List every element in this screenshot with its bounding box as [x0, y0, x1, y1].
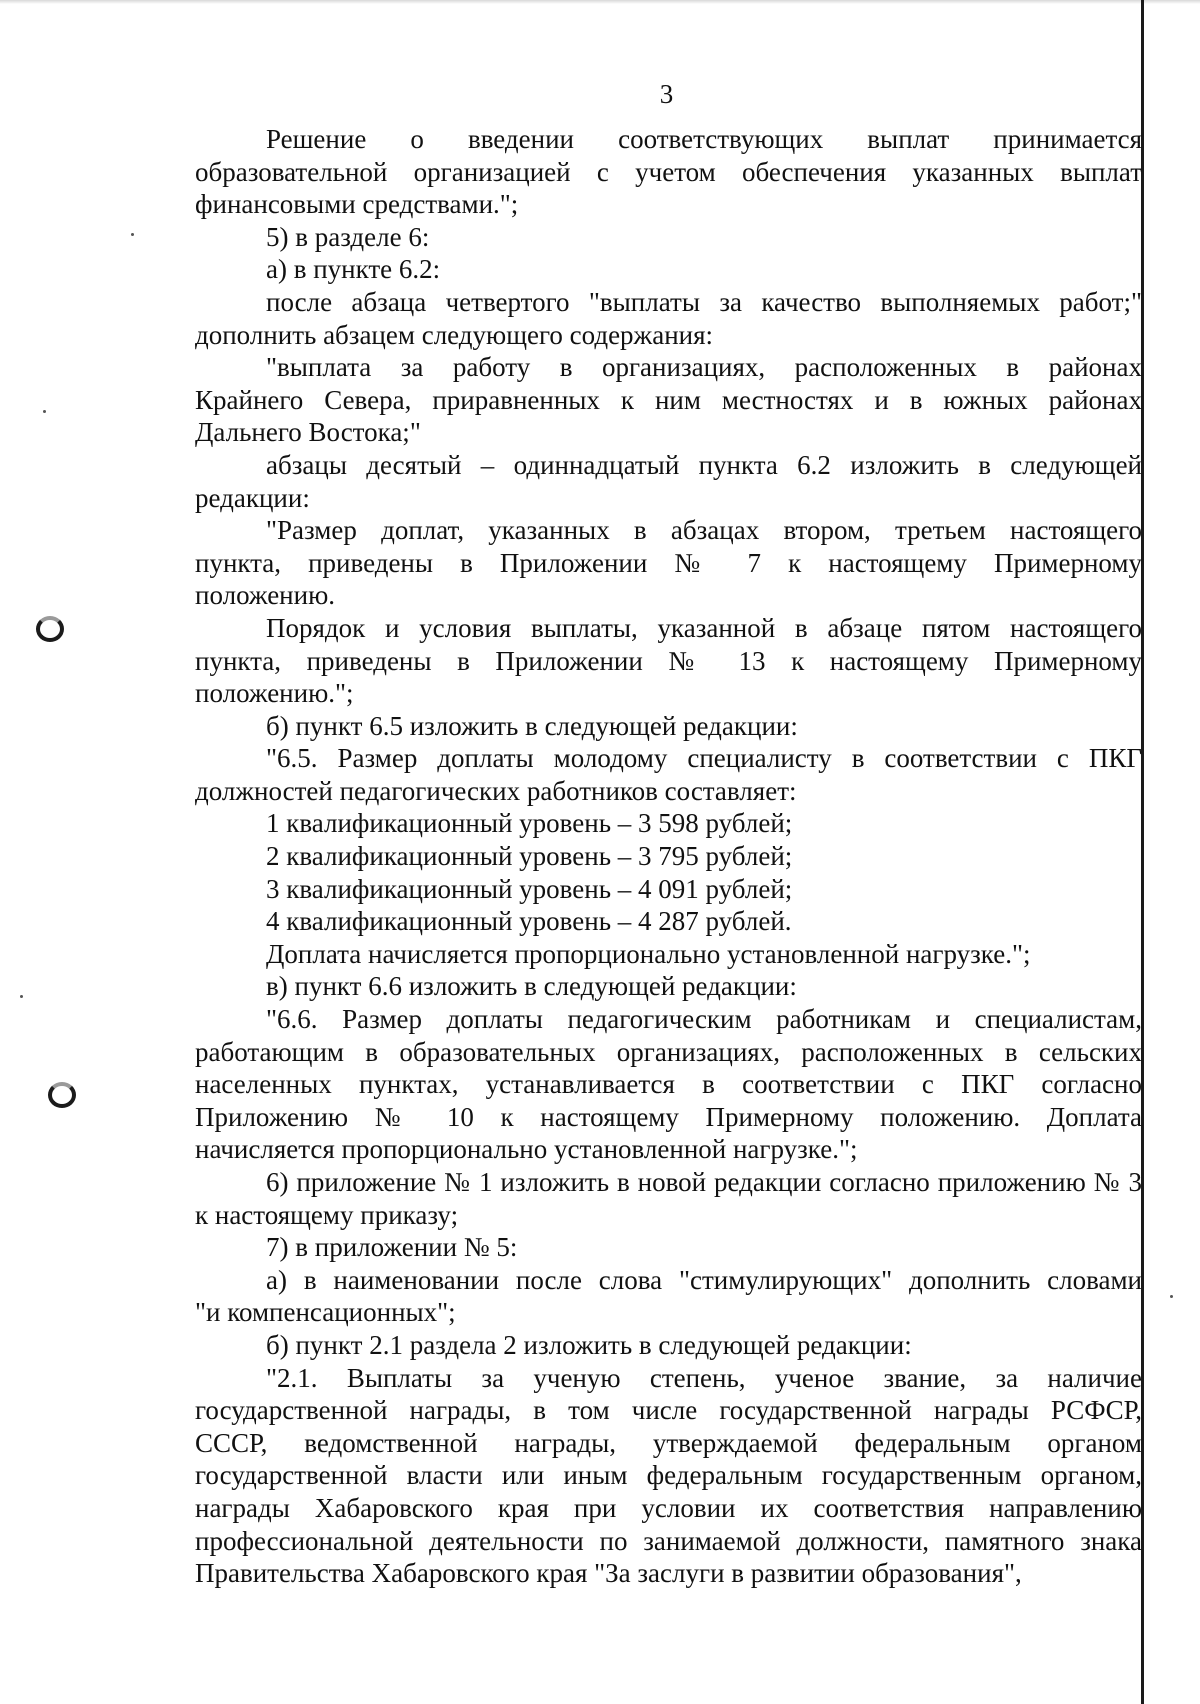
paragraph-line: 1 квалификационный уровень – 3 598 рублей; [266, 808, 793, 839]
paragraph [195, 253, 1142, 286]
paragraph [195, 1231, 1142, 1264]
paragraph [195, 710, 1142, 743]
paragraph-line: "и компенсационных"; [195, 1297, 456, 1328]
paragraph [195, 1329, 1142, 1362]
paragraph-line: 6) приложение № 1 изложить в новой редакции согласно приложению № 3 [266, 1167, 1142, 1197]
paragraph [195, 1264, 1142, 1329]
paragraph-line: редакции: [195, 482, 310, 513]
paragraph-line: к настоящему приказу; [195, 1199, 459, 1230]
paragraph-line: "Размер доплат, указанных в абзацах втором, третьем настоящего [266, 515, 1142, 546]
paragraph-line: 4 квалификационный уровень – 4 287 рублей. [266, 906, 792, 937]
paragraph-line: 3 квалификационный уровень – 4 091 рублей; [266, 873, 793, 904]
punch-hole-icon [36, 616, 64, 642]
paragraph [195, 938, 1142, 971]
paragraph [195, 514, 1142, 612]
paragraph-line: населенных пунктах, устанавливается в соответствии с ПКГ согласно [195, 1069, 1142, 1100]
paragraph-line: абзацы десятый – одиннадцатый пункта 6.2 изложить в следующей [266, 449, 1142, 480]
paragraph [195, 742, 1142, 807]
paragraph-line: Решение о введении соответствующих выплат принимается [266, 124, 1142, 154]
paragraph-line: в) пункт 6.6 изложить в следующей редакции: [266, 971, 797, 1002]
paragraph-line: положению. [195, 580, 335, 611]
paragraph [195, 351, 1142, 449]
paragraph-line: "6.6. Размер доплаты педагогическим работникам и специалистам, [266, 1004, 1142, 1035]
paragraph-line: 5) в разделе 6: [266, 221, 430, 252]
paragraph-line: Дальнего Востока;" [195, 417, 421, 448]
paragraph-line: профессиональной деятельности по занимаемой должности, памятного знака [195, 1525, 1142, 1556]
scan-speck [131, 233, 134, 236]
paragraph-line: б) пункт 2.1 раздела 2 изложить в следующей редакции: [266, 1329, 912, 1360]
paragraph [195, 840, 1142, 873]
page-number: 3 [659, 79, 674, 109]
paragraph-line: "2.1. Выплаты за ученую степень, ученое звание, за наличие [266, 1362, 1142, 1393]
paragraph-line: б) пункт 6.5 изложить в следующей редакции: [266, 710, 798, 741]
paragraph-line: пункта, приведены в Приложении № 13 к настоящему Примерному [195, 645, 1142, 676]
document-body [195, 123, 1142, 1590]
paragraph-line: пункта, приведены в Приложении № 7 к настоящему Примерному [195, 547, 1142, 578]
paragraph [195, 873, 1142, 906]
paragraph-line: "6.5. Размер доплаты молодому специалисту в соответствии с ПКГ [266, 743, 1142, 774]
paragraph-line: образовательной организацией с учетом обеспечения указанных выплат [195, 156, 1142, 187]
paragraph-line: 7) в приложении № 5: [266, 1232, 518, 1263]
paragraph-line: положению."; [195, 678, 354, 709]
punch-hole-icon [48, 1082, 76, 1108]
paragraph [195, 1362, 1142, 1590]
paragraph [195, 449, 1142, 514]
paragraph [195, 1166, 1142, 1231]
paragraph [195, 123, 1142, 221]
paragraph-line: начисляется пропорционально установленной нагрузке."; [195, 1134, 858, 1165]
paragraph-line: государственной власти или иным федеральным государственным органом, [195, 1460, 1142, 1491]
paragraph [195, 905, 1142, 938]
paragraph [195, 221, 1142, 254]
paragraph-line: после абзаца четвертого "выплаты за качество выполняемых работ;" [266, 286, 1142, 317]
paragraph [195, 970, 1142, 1003]
paragraph-line: "выплата за работу в организациях, расположенных в районах [266, 352, 1142, 383]
paragraph-line: СССР, ведомственной награды, утверждаемой федеральным органом [195, 1427, 1142, 1458]
paragraph-line: государственной награды, в том числе государственной награды РСФСР, [195, 1395, 1142, 1426]
paragraph-line: должностей педагогических работников составляет: [195, 775, 797, 806]
paragraph-line: Крайнего Севера, приравненных к ним местностях и в южных районах [195, 384, 1142, 415]
scan-speck [43, 410, 46, 413]
paragraph [195, 1003, 1142, 1166]
paragraph-line: Приложению № 10 к настоящему Примерному положению. Доплата [195, 1101, 1142, 1132]
paragraph-line: финансовыми средствами."; [195, 189, 519, 220]
paragraph [195, 807, 1142, 840]
scan-speck [20, 995, 23, 998]
scan-top-edge [0, 0, 1200, 4]
paragraph-line: работающим в образовательных организациях, расположенных в сельских [195, 1036, 1142, 1067]
paragraph-line: дополнить абзацем следующего содержания: [195, 319, 714, 350]
paragraph [195, 286, 1142, 351]
paragraph-line: а) в наименовании после слова "стимулирующих" дополнить словами [266, 1264, 1142, 1295]
paragraph-line: награды Хабаровского края при условии их соответствия направлению [195, 1492, 1142, 1523]
paragraph-line: а) в пункте 6.2: [266, 254, 441, 285]
paragraph-line: Порядок и условия выплаты, указанной в абзаце пятом настоящего [266, 612, 1142, 643]
paragraph-line: Доплата начисляется пропорционально установленной нагрузке."; [266, 938, 1031, 969]
scan-speck [1170, 1295, 1173, 1298]
paragraph-line: Правительства Хабаровского края "За заслуги в развитии образования", [195, 1558, 1022, 1589]
paragraph-line: 2 квалификационный уровень – 3 795 рублей; [266, 841, 793, 872]
paragraph [195, 612, 1142, 710]
